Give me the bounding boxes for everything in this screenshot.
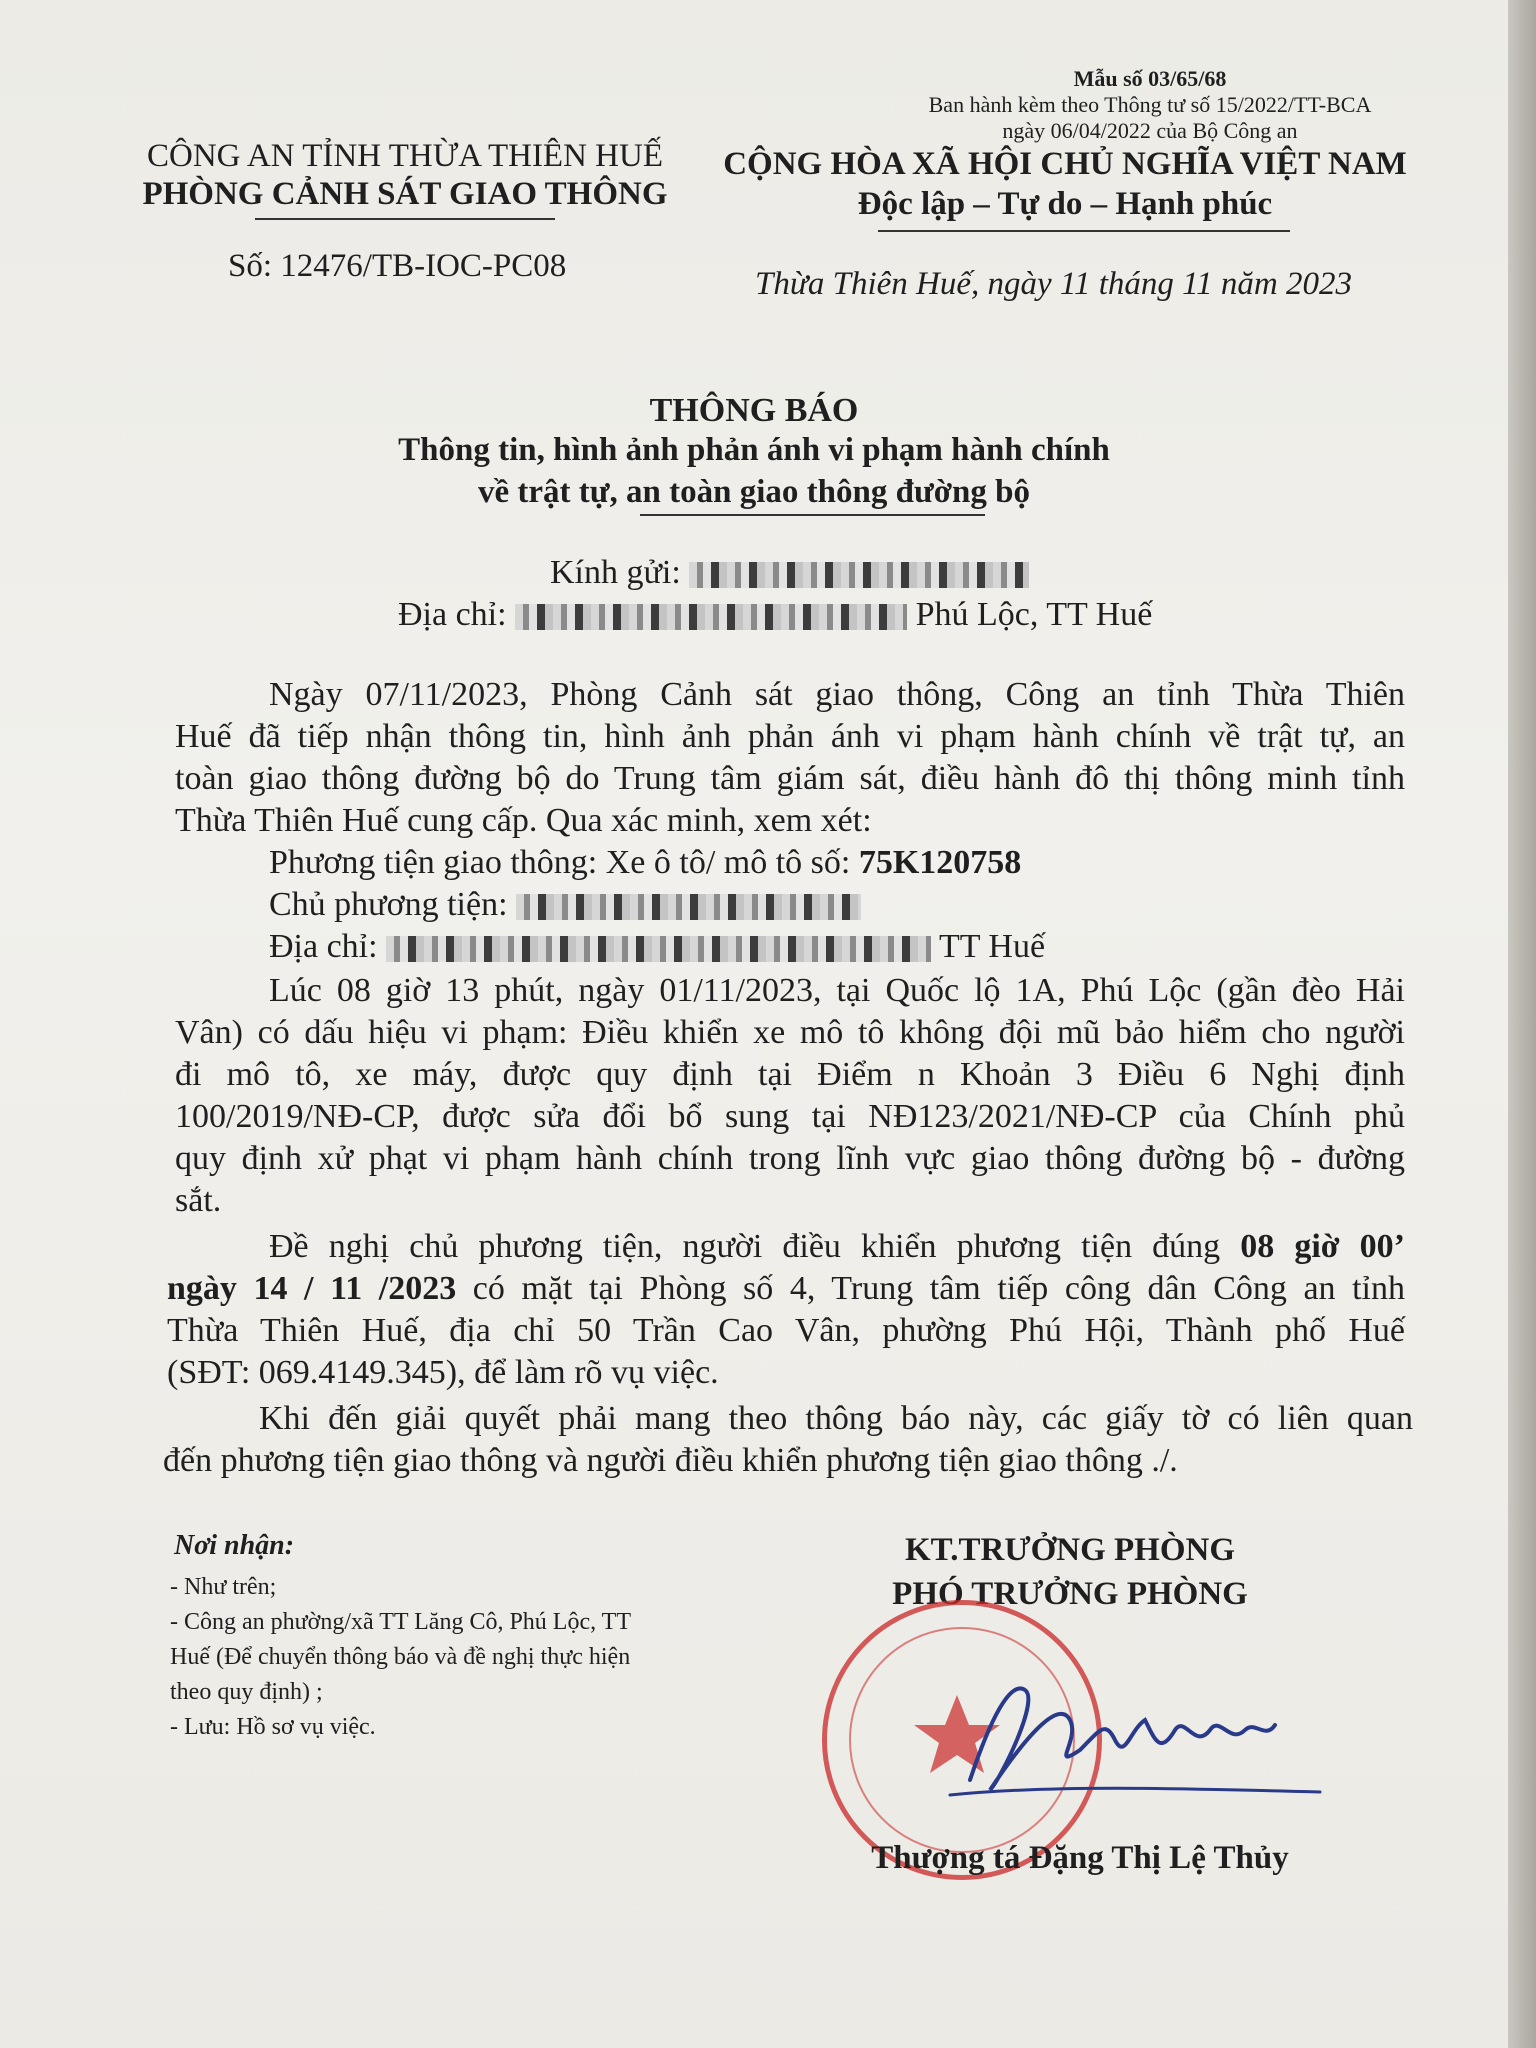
paragraph-3-line-2-text: có mặt tại Phòng số 4, Trung tâm tiếp công dân Công an tỉnh — [456, 1270, 1405, 1307]
redacted-owner-name — [516, 894, 861, 920]
paragraph-3-line-1 — [175, 1228, 1405, 1266]
signature-scribble — [930, 1660, 1330, 1820]
paragraph-2-line-3: đi mô tô, xe máy, được quy định tại Điểm n Khoản 3 Điều 6 Nghị định — [175, 1056, 1405, 1093]
paragraph-3-line-2 — [167, 1270, 1405, 1308]
signer-name: Thượng tá Đặng Thị Lệ Thủy — [871, 1840, 1289, 1876]
redacted-owner-address — [386, 936, 931, 962]
vehicle-label: Phương tiện giao thông: Xe ô tô/ mô tô số: — [269, 844, 859, 881]
owner-address-tail: TT Huế — [938, 928, 1046, 965]
recipients-item-4: theo quy định) ; — [170, 1679, 323, 1705]
recipient-address-label: Địa chỉ: — [398, 596, 507, 633]
recipients-item-2: - Công an phường/xã TT Lăng Cô, Phú Lộc, TT — [170, 1609, 631, 1635]
appointment-date: ngày 14 / 11 /2023 — [167, 1270, 457, 1307]
paragraph-4-line-2: đến phương tiện giao thông và người điều khiển phương tiện giao thông ./. — [163, 1442, 1178, 1479]
paragraph-3-line-1-text: Đề nghị chủ phương tiện, người điều khiển phương tiện đúng — [269, 1228, 1241, 1265]
owner-label: Chủ phương tiện: — [269, 886, 508, 923]
document-subtitle-1: Thông tin, hình ảnh phản ánh vi phạm hành chính — [398, 432, 1110, 468]
recipient-line — [550, 554, 1029, 592]
owner-line — [269, 886, 861, 924]
document-subtitle-2: về trật tự, an toàn giao thông đường bộ — [477, 474, 1030, 510]
recipient-address-tail: Phú Lộc, TT Huế — [915, 596, 1153, 633]
form-issued-line-1: Ban hành kèm theo Thông tư số 15/2022/TT-BCA — [928, 92, 1372, 117]
license-plate: 75K120758 — [858, 844, 1022, 881]
agency-underline — [255, 218, 555, 220]
recipient-address-line — [398, 596, 1152, 634]
page-edge — [1508, 0, 1536, 2048]
redacted-recipient-address — [515, 604, 907, 630]
form-issued-line-2: ngày 06/04/2022 của Bộ Công an — [1002, 118, 1298, 143]
paragraph-1-line-2: Huế đã tiếp nhận thông tin, hình ảnh phản ánh vi phạm hành chính về trật tự, an — [175, 718, 1405, 755]
recipients-heading: Nơi nhận: — [174, 1530, 295, 1561]
document-title: THÔNG BÁO — [649, 392, 859, 429]
agency-parent: CÔNG AN TỈNH THỪA THIÊN HUẾ — [146, 138, 663, 174]
document-number: Số: 12476/TB-IOC-PC08 — [228, 248, 567, 284]
recipients-item-3: Huế (Để chuyển thông báo và đề nghị thực hiện — [170, 1644, 631, 1670]
owner-address-line — [269, 928, 1045, 966]
paragraph-1-line-4: Thừa Thiên Huế cung cấp. Qua xác minh, xem xét: — [175, 802, 872, 839]
paragraph-2-line-5: quy định xử phạt vi phạm hành chính trong lĩnh vực giao thông đường bộ - đường — [175, 1140, 1405, 1177]
paragraph-1-line-1: Ngày 07/11/2023, Phòng Cảnh sát giao thông, Công an tỉnh Thừa Thiên — [269, 676, 1405, 713]
owner-address-label: Địa chỉ: — [269, 928, 378, 965]
title-underline — [640, 514, 985, 516]
recipients-list — [170, 1570, 631, 1745]
signature-title-2: PHÓ TRƯỞNG PHÒNG — [892, 1576, 1248, 1612]
paragraph-2-line-4: 100/2019/NĐ-CP, được sửa đổi bổ sung tại NĐ123/2021/NĐ-CP của Chính phủ — [175, 1098, 1405, 1135]
agency-unit: PHÒNG CẢNH SÁT GIAO THÔNG — [142, 176, 668, 212]
paragraph-3-line-4: (SĐT: 069.4149.345), để làm rõ vụ việc. — [167, 1354, 719, 1391]
paragraph-2-line-6: sắt. — [175, 1182, 222, 1219]
signature-title-1: KT.TRƯỞNG PHÒNG — [905, 1532, 1235, 1568]
paragraph-2-line-1: Lúc 08 giờ 13 phút, ngày 01/11/2023, tại Quốc lộ 1A, Phú Lộc (gần đèo Hải — [269, 972, 1405, 1009]
form-number: Mẫu số 03/65/68 — [1073, 66, 1227, 91]
motto-underline — [878, 230, 1290, 232]
paragraph-2-line-2: Vân) có dấu hiệu vi phạm: Điều khiển xe mô tô không đội mũ bảo hiểm cho người — [175, 1014, 1405, 1051]
paragraph-3-line-3: Thừa Thiên Huế, địa chỉ 50 Trần Cao Vân, phường Phú Hội, Thành phố Huế — [167, 1312, 1405, 1349]
appointment-time: 08 giờ 00’ — [1240, 1228, 1405, 1265]
paragraph-1-line-3: toàn giao thông đường bộ do Trung tâm giám sát, điều hành đô thị thông minh tỉnh — [175, 760, 1405, 797]
country-name: CỘNG HÒA XÃ HỘI CHỦ NGHĨA VIỆT NAM — [723, 146, 1407, 182]
paragraph-4-line-1: Khi đến giải quyết phải mang theo thông báo này, các giấy tờ có liên quan — [259, 1400, 1413, 1437]
place-date: Thừa Thiên Huế, ngày 11 tháng 11 năm 2023 — [755, 266, 1352, 302]
national-motto: Độc lập – Tự do – Hạnh phúc — [857, 186, 1273, 222]
vehicle-line — [269, 844, 1021, 882]
recipients-item-5: - Lưu: Hồ sơ vụ việc. — [170, 1714, 376, 1740]
recipient-label: Kính gửi: — [550, 554, 681, 591]
recipients-item-1: - Như trên; — [170, 1574, 277, 1600]
redacted-recipient-name — [689, 562, 1029, 588]
